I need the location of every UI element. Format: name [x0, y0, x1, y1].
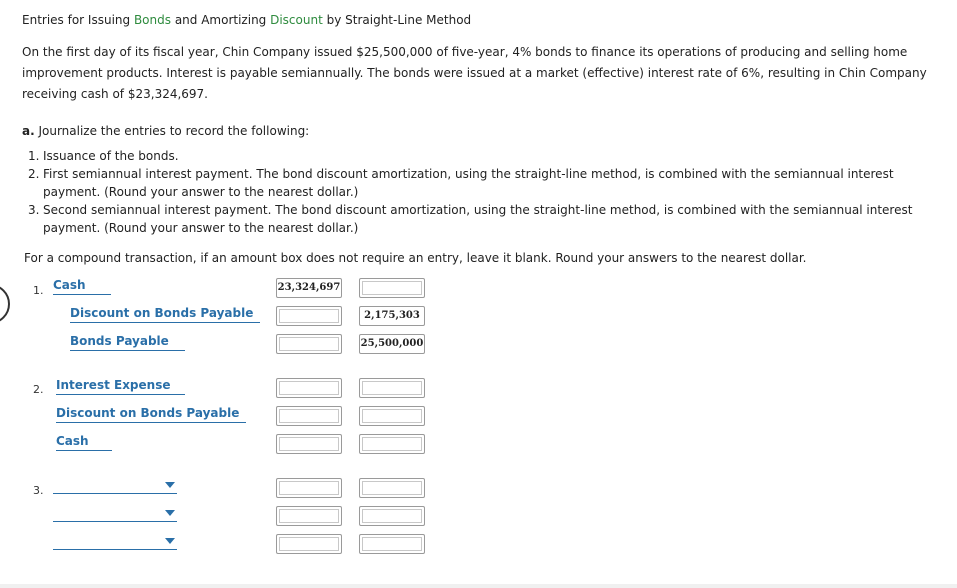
entry-3-debit-1[interactable] [276, 478, 342, 498]
entry-1-debit-3[interactable] [276, 334, 342, 354]
entry-3-credit-2[interactable] [359, 506, 425, 526]
entry-3-debit-2[interactable] [276, 506, 342, 526]
entry-2-debit-1[interactable] [276, 378, 342, 398]
part-a-label: a. [22, 124, 35, 138]
entry-1-credit-1[interactable] [359, 278, 425, 298]
entry-1-number: 1. [33, 284, 44, 297]
entry-2-account-3[interactable]: Cash [56, 433, 112, 451]
problem-intro: On the first day of its fiscal year, Chin Company issued $25,500,000 of five-year, 4% bonds to finance its operations of producing and selling home improvement products. Interest is payable semiannually. The bonds were issued at a market (effective) interest rate of 6%, resulting in Chin Company receiving cash of $23,324,697. [22, 45, 927, 101]
title-text-2: and Amortizing [171, 13, 271, 27]
step-text: First semiannual interest payment. The bond discount amortization, using the straight-line method, is combined with the semiannual interest payment. (Round your answer to the nearest dollar.) [43, 167, 894, 199]
step-item [28, 147, 928, 165]
title-text-1: Entries for Issuing [22, 13, 134, 27]
step-number: 3. [28, 203, 40, 217]
entry-1-account-1[interactable]: Cash [53, 277, 111, 295]
title-text-3: by Straight-Line Method [322, 13, 472, 27]
instructions-text: For a compound transaction, if an amount box does not require an entry, leave it blank. Round your answers to the nearest dollar. [24, 251, 807, 265]
step-number: 1. [28, 149, 40, 163]
entry-3-credit-3[interactable] [359, 534, 425, 554]
discount-link[interactable]: Discount [270, 13, 323, 27]
entry-1-account-3[interactable]: Bonds Payable [70, 333, 185, 351]
entry-2-credit-1[interactable] [359, 378, 425, 398]
step-text: Second semiannual interest payment. The bond discount amortization, using the straight-line method, is combined with the semiannual interest payment. (Round your answer to the nearest dollar.) [43, 203, 913, 235]
entry-3-number: 3. [33, 484, 44, 497]
entry-1-debit-1[interactable]: 23,324,697 [276, 278, 342, 298]
entry-2-account-2[interactable]: Discount on Bonds Payable [56, 405, 246, 423]
chevron-down-icon [165, 482, 175, 488]
entry-3-account-select-3[interactable] [53, 535, 177, 550]
entry-1-debit-2[interactable] [276, 306, 342, 326]
scroll-indicator-circle [0, 284, 10, 324]
step-item [28, 201, 928, 237]
entry-2-number: 2. [33, 383, 44, 396]
chevron-down-icon [165, 510, 175, 516]
entry-2-debit-3[interactable] [276, 434, 342, 454]
entry-1-credit-3[interactable]: 25,500,000 [359, 334, 425, 354]
step-text: Issuance of the bonds. [43, 149, 179, 163]
entry-3-account-select-1[interactable] [53, 479, 177, 494]
problem-title [22, 12, 471, 28]
part-a-heading [22, 123, 309, 139]
steps-list [28, 147, 928, 237]
bonds-link[interactable]: Bonds [133, 13, 172, 27]
entry-2-account-1[interactable]: Interest Expense [56, 377, 185, 395]
step-item [28, 165, 928, 201]
entry-2-debit-2[interactable] [276, 406, 342, 426]
part-a-text: Journalize the entries to record the following: [34, 124, 310, 138]
entry-2-credit-3[interactable] [359, 434, 425, 454]
entry-2-credit-2[interactable] [359, 406, 425, 426]
entry-3-debit-3[interactable] [276, 534, 342, 554]
step-number: 2. [28, 167, 40, 181]
chevron-down-icon [165, 538, 175, 544]
entry-1-credit-2[interactable]: 2,175,303 [359, 306, 425, 326]
entry-3-account-select-2[interactable] [53, 507, 177, 522]
entry-3-credit-1[interactable] [359, 478, 425, 498]
entry-1-account-2[interactable]: Discount on Bonds Payable [70, 305, 260, 323]
bottom-divider [0, 584, 957, 588]
